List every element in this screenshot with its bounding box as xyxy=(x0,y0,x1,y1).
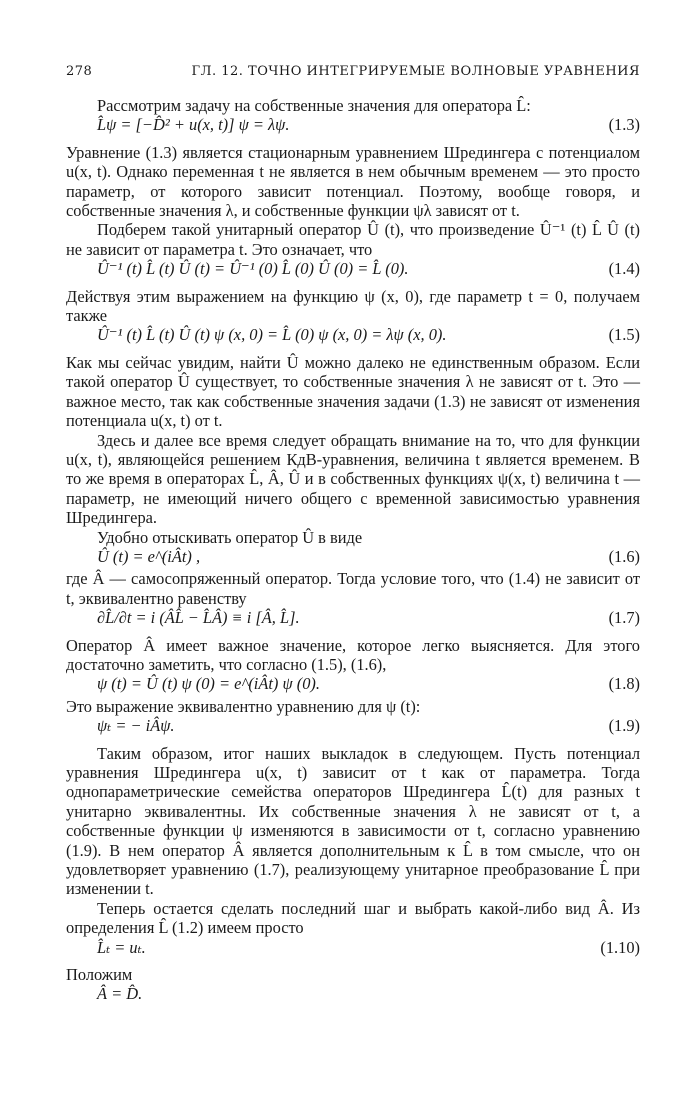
paragraph-eigenvalue-intro: Рассмотрим задачу на собственные значения для оператора L̂: xyxy=(97,96,531,115)
equation-body: Û (t) = e^(iÂt) , xyxy=(97,546,201,566)
paragraph-summary: Таким образом, итог наших выкладок в следующем. Пусть потенциал уравнения Шредингера u(x, t) зависит от t как от параметра. Тогда однопараметрические семейства операторов Шредингера L̂(t) для разных t унитарно эквивалентны. Их собственные значения λ не зависят от t, а собственные функции ψ изменяются в зависимости от t, согласно уравнению (1.9). В нем оператор Â является дополнительным к L̂ в том смысле, что он удовлетворяет уравнению (1.7), реализующему унитарное преобразование L̂ при изменении t. xyxy=(66,743,640,899)
equation-1-9 xyxy=(66,716,640,735)
paragraph-seek-operator: Удобно отыскивать оператор Û в виде xyxy=(97,527,363,547)
chapter-title: ГЛ. 12. ТОЧНО ИНТЕГРИРУЕМЫЕ ВОЛНОВЫЕ УРАВНЕНИЯ xyxy=(191,64,640,79)
paragraph-stationary-schrodinger: Уравнение (1.3) является стационарным уравнением Шредингера с потенциалом u(x, t). Однако переменная t не является в нем обычным временем — это просто параметр, от которого зависит потенциал. Поэтому, вообще говоря, и собственные значения λ, и собственные функции ψλ зависят от t. xyxy=(66,142,640,221)
equation-body: L̂ψ = [−D̂² + u(x, t)] ψ = λψ. xyxy=(97,115,290,135)
equation-number: (1.4) xyxy=(608,259,640,279)
running-header xyxy=(66,64,640,84)
equation-1-5 xyxy=(66,325,640,344)
equation-number: (1.5) xyxy=(608,325,640,345)
equation-number: (1.6) xyxy=(608,546,640,566)
equation-body: L̂ₜ = uₜ. xyxy=(97,937,146,957)
page-number: 278 xyxy=(66,64,93,79)
equation-1-3 xyxy=(66,115,640,134)
equation-body: Â = D̂. xyxy=(97,984,143,1004)
paragraph-last-step: Теперь остается сделать последний шаг и выбрать какой-либо вид Â. Из определения L̂ (1.2) имеем просто xyxy=(66,898,640,938)
equation-body: Û⁻¹ (t) L̂ (t) Û (t) = Û⁻¹ (0) L̂ (0) Û (0) = L̂ (0). xyxy=(97,259,409,279)
paragraph-acting-on-function: Действуя этим выражением на функцию ψ (x, 0), где параметр t = 0, получаем также xyxy=(66,286,640,326)
equation-1-10 xyxy=(66,938,640,957)
equation-1-7 xyxy=(66,608,640,627)
equation-body: ψ (t) = Û (t) ψ (0) = e^(iÂt) ψ (0). xyxy=(97,674,320,694)
paragraph-equivalent-equation: Это выражение эквивалентно уравнению для ψ (t): xyxy=(66,696,421,716)
equation-1-4 xyxy=(66,259,640,278)
equation-1-6 xyxy=(66,547,640,566)
paragraph-time-parameter: Здесь и далее все время следует обращать внимание на то, что для функции u(x, t), являющейся решением КдВ-уравнения, величина t является временем. В то же время в операторах L̂, Â, Û и в собственных функциях ψ(x, t) величина t — параметр, не имеющий ничего общего с временной зависимостью уравнения Шредингера. xyxy=(66,430,640,528)
equation-body: ∂L̂/∂t = i (ÂL̂ − L̂Â) ≡ i [Â, L̂]. xyxy=(97,608,300,628)
equation-body: Û⁻¹ (t) L̂ (t) Û (t) ψ (x, 0) = L̂ (0) ψ (x, 0) = λψ (x, 0). xyxy=(97,325,447,345)
paragraph-unitary-operator: Подберем такой унитарный оператор Û (t), что произведение Û⁻¹ (t) L̂ Û (t) не зависит от параметра t. Это означает, что xyxy=(66,220,640,259)
equation-1-8 xyxy=(66,674,640,693)
page-body xyxy=(66,96,640,1004)
equation-number: (1.9) xyxy=(608,716,640,736)
equation-number: (1.7) xyxy=(608,608,640,628)
equation-body: ψₜ = − iÂψ. xyxy=(97,716,175,736)
equation-number: (1.10) xyxy=(600,937,640,957)
equation-a-equals-d xyxy=(66,984,640,1003)
equation-number: (1.3) xyxy=(608,115,640,135)
paragraph-operator-meaning: Оператор Â имеет важное значение, которое легко выясняется. Для этого достаточно заметить, что согласно (1.5), (1.6), xyxy=(66,635,640,674)
paragraph-self-adjoint: где Â — самосопряженный оператор. Тогда условие того, что (1.4) не зависит от t, эквивалентно равенству xyxy=(66,569,640,608)
paragraph-let: Положим xyxy=(66,965,133,985)
equation-number: (1.8) xyxy=(608,674,640,694)
paragraph-not-unique: Как мы сейчас увидим, найти Û можно далеко не единственным образом. Если такой оператор Û существует, то собственные значения λ не зависят от t. Это — важное место, так как собственные значения задачи (1.3) не зависят от изменения потенциала u(x, t) от t. xyxy=(66,352,640,431)
